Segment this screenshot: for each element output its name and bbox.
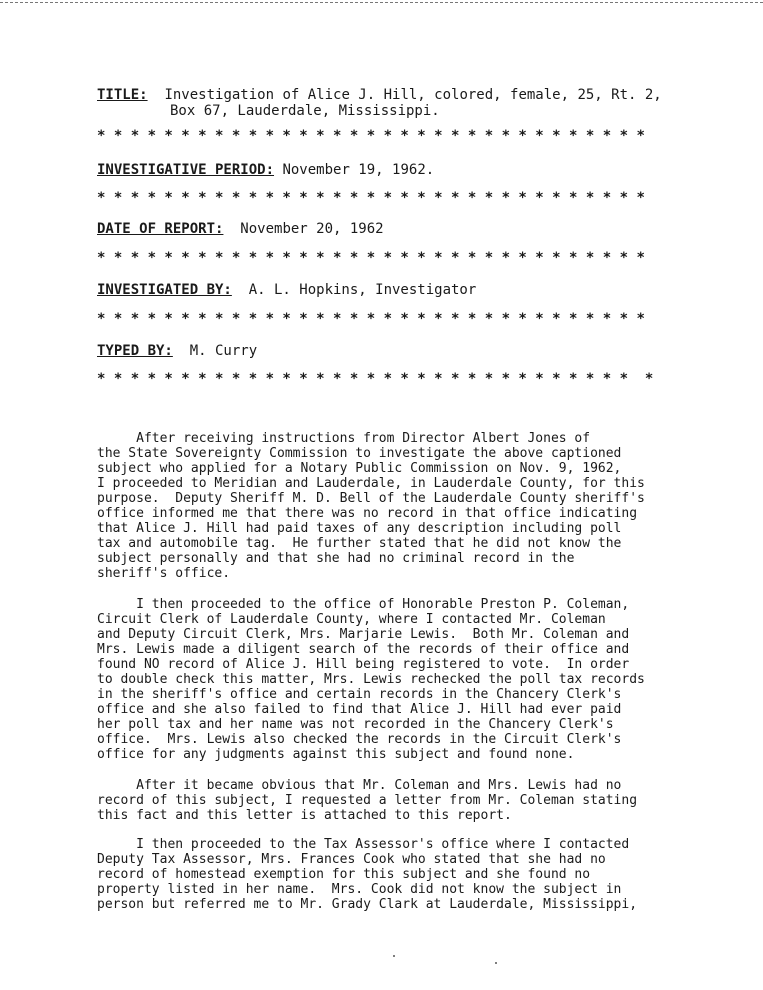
star-separator: * * * * * * * * * * * * * * * * * * * * * * * * * * * * * * * * * xyxy=(97,190,645,206)
scan-speck xyxy=(495,962,497,964)
investigated-by-field xyxy=(97,282,476,298)
text-line: office informed me that there was no record in that office indicating xyxy=(97,506,638,521)
text-line: subject who applied for a Notary Public Commission on Nov. 9, 1962, xyxy=(97,461,622,476)
text-line: her poll tax and her name was not recorded in the Chancery Clerk's xyxy=(97,717,614,732)
text-line: found NO record of Alice J. Hill being registered to vote. In order xyxy=(97,657,630,672)
title-field xyxy=(97,87,662,103)
page-edge-rule xyxy=(0,2,763,3)
investigative-period-label: INVESTIGATIVE PERIOD: xyxy=(97,162,275,178)
investigative-period-field xyxy=(97,162,434,178)
text-line: After receiving instructions from Director Albert Jones of xyxy=(97,431,591,446)
date-of-report-value: November 20, 1962 xyxy=(240,221,384,237)
text-line: to double check this matter, Mrs. Lewis rechecked the poll tax records xyxy=(97,672,645,687)
star-separator: * * * * * * * * * * * * * * * * * * * * * * * * * * * * * * * * * xyxy=(97,371,654,387)
title-line-1: Investigation of Alice J. Hill, colored, female, 25, Rt. 2, xyxy=(164,87,662,103)
typed-by-label: TYPED BY: xyxy=(97,343,173,359)
title-line-2: Box 67, Lauderdale, Mississippi. xyxy=(170,103,440,119)
investigated-by-label: INVESTIGATED BY: xyxy=(97,282,232,298)
paragraph-4 xyxy=(97,837,737,912)
star-separator: * * * * * * * * * * * * * * * * * * * * * * * * * * * * * * * * * xyxy=(97,250,645,266)
text-line: tax and automobile tag. He further stated that he did not know the xyxy=(97,536,622,551)
paragraph-1 xyxy=(97,431,737,581)
text-line: record of homestead exemption for this subject and she found no xyxy=(97,867,591,882)
scan-speck xyxy=(393,955,395,957)
text-line: I then proceeded to the office of Honorable Preston P. Coleman, xyxy=(97,597,630,612)
text-line: property listed in her name. Mrs. Cook did not know the subject in xyxy=(97,882,622,897)
text-line: subject personally and that she had no criminal record in the xyxy=(97,551,575,566)
text-line: Deputy Tax Assessor, Mrs. Frances Cook who stated that she had no xyxy=(97,852,606,867)
text-line: that Alice J. Hill had paid taxes of any description including poll xyxy=(97,521,622,536)
text-line: office. Mrs. Lewis also checked the records in the Circuit Clerk's xyxy=(97,732,622,747)
text-line: I then proceeded to the Tax Assessor's office where I contacted xyxy=(97,837,630,852)
text-line: person but referred me to Mr. Grady Clark at Lauderdale, Mississippi, xyxy=(97,897,638,912)
investigated-by-value: A. L. Hopkins, Investigator xyxy=(248,282,477,298)
text-line: After it became obvious that Mr. Coleman and Mrs. Lewis had no xyxy=(97,778,622,793)
typed-by-value: M. Curry xyxy=(189,343,258,359)
typed-by-field xyxy=(97,343,257,359)
paragraph-3 xyxy=(97,778,737,823)
text-line: in the sheriff's office and certain records in the Chancery Clerk's xyxy=(97,687,622,702)
text-line: sheriff's office. xyxy=(97,566,231,581)
text-line: record of this subject, I requested a letter from Mr. Coleman stating xyxy=(97,793,638,808)
text-line: Circuit Clerk of Lauderdale County, where I contacted Mr. Coleman xyxy=(97,612,606,627)
text-line: this fact and this letter is attached to this report. xyxy=(97,808,512,823)
investigative-period-value: November 19, 1962. xyxy=(282,162,435,178)
text-line: I proceeded to Meridian and Lauderdale, in Lauderdale County, for this xyxy=(97,476,645,491)
star-separator: * * * * * * * * * * * * * * * * * * * * * * * * * * * * * * * * * xyxy=(97,128,645,144)
text-line: Mrs. Lewis made a diligent search of the records of their office and xyxy=(97,642,630,657)
paragraph-2 xyxy=(97,597,737,762)
date-of-report-field xyxy=(97,221,384,237)
text-line: office and she also failed to find that Alice J. Hill had ever paid xyxy=(97,702,622,717)
date-of-report-label: DATE OF REPORT: xyxy=(97,221,224,237)
text-line: and Deputy Circuit Clerk, Mrs. Marjarie Lewis. Both Mr. Coleman and xyxy=(97,627,630,642)
star-separator: * * * * * * * * * * * * * * * * * * * * * * * * * * * * * * * * * xyxy=(97,311,645,327)
text-line: purpose. Deputy Sheriff M. D. Bell of the Lauderdale County sheriff's xyxy=(97,491,645,506)
text-line: the State Sovereignty Commission to investigate the above captioned xyxy=(97,446,622,461)
text-line: office for any judgments against this subject and found none. xyxy=(97,747,575,762)
title-label: TITLE: xyxy=(97,87,148,103)
